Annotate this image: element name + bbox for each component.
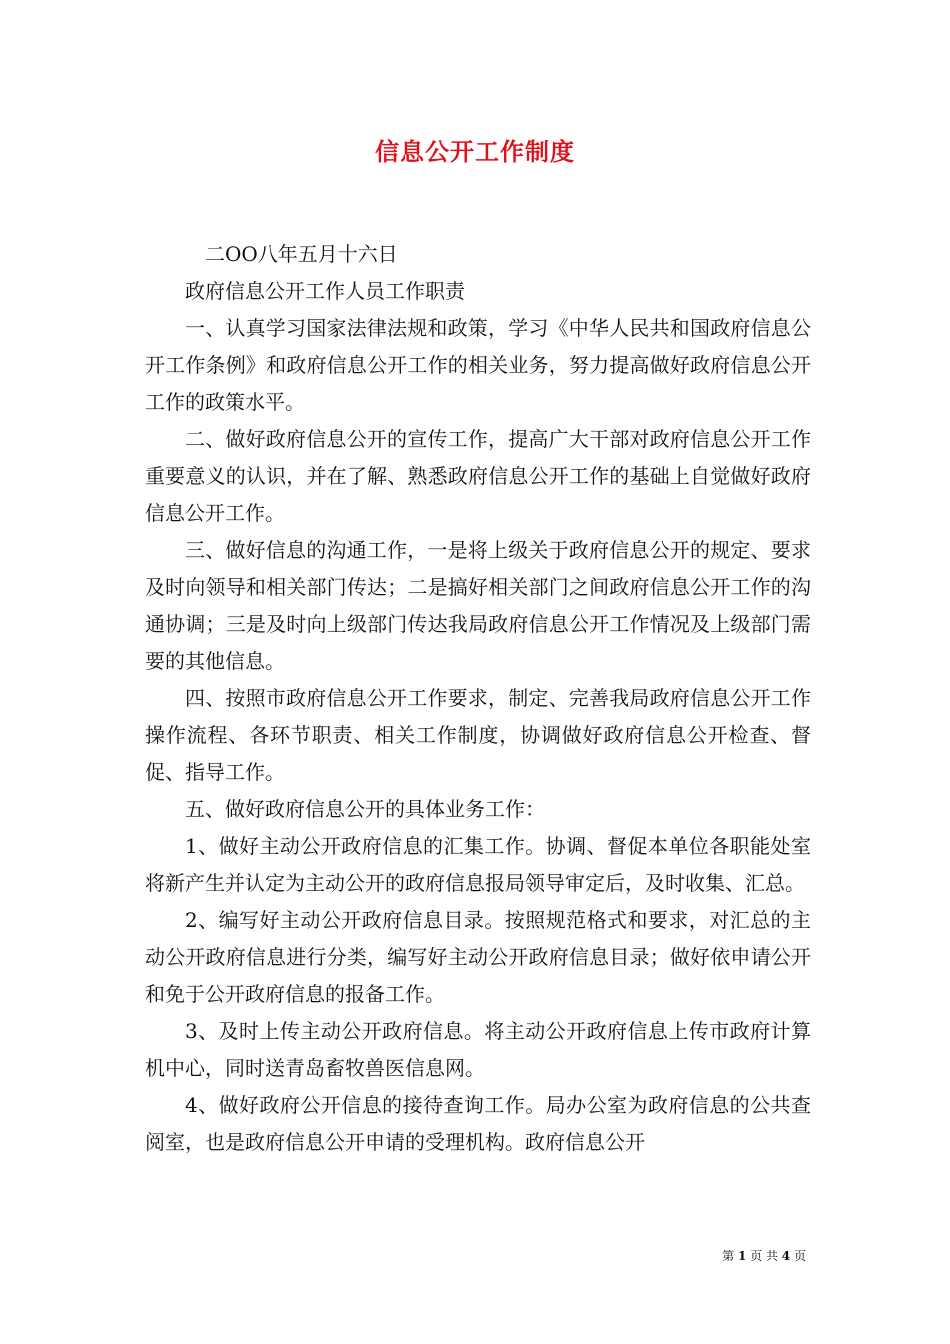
paragraph-9: 4、做好政府公开信息的接待查询工作。局办公室为政府信息的公共查阅室，也是政府信息公开申请的受理机构。政府信息公开 [145,1093,811,1154]
paragraph-4: 四、按照市政府信息公开工作要求，制定、完善我局政府信息公开工作操作流程、各环节职责、相关工作制度，协调做好政府信息公开检查、督促、指导工作。 [145,686,811,784]
paragraph-5: 五、做好政府信息公开的具体业务工作： [185,797,545,821]
footer-prefix: 第 [722,1249,735,1263]
document-date: 二OO八年五月十六日 [205,242,398,266]
page-footer [722,1247,806,1264]
footer-middle: 页 共 [750,1249,778,1263]
paragraph-8: 3、及时上传主动公开政府信息。将主动公开政府信息上传市政府计算机中心，同时送青岛畜牧兽医信息网。 [145,1019,811,1080]
footer-suffix: 页 [793,1249,806,1263]
total-page-number: 4 [781,1249,791,1263]
document-body [145,236,811,1161]
paragraph-6: 1、做好主动公开政府信息的汇集工作。协调、督促本单位各职能处室将新产生并认定为主动公开的政府信息报局领导审定后，及时收集、汇总。 [145,834,811,895]
paragraph-7: 2、编写好主动公开政府信息目录。按照规范格式和要求，对汇总的主动公开政府信息进行分类，编写好主动公开政府信息目录；做好依申请公开和免于公开政府信息的报备工作。 [145,908,811,1006]
current-page-number: 1 [737,1249,747,1263]
section-heading: 政府信息公开工作人员工作职责 [185,279,465,303]
document-title: 信息公开工作制度 [375,138,575,166]
paragraph-3: 三、做好信息的沟通工作，一是将上级关于政府信息公开的规定、要求及时向领导和相关部门传达；二是搞好相关部门之间政府信息公开工作的沟通协调；三是及时向上级部门传达我局政府信息公开工作情况及上级部门需要的其他信息。 [145,538,811,673]
paragraph-2: 二、做好政府信息公开的宣传工作，提高广大干部对政府信息公开工作重要意义的认识，并在了解、熟悉政府信息公开工作的基础上自觉做好政府信息公开工作。 [145,427,811,525]
paragraph-1: 一、认真学习国家法律法规和政策，学习《中华人民共和国政府信息公开工作条例》和政府信息公开工作的相关业务，努力提高做好政府信息公开工作的政策水平。 [145,316,811,414]
